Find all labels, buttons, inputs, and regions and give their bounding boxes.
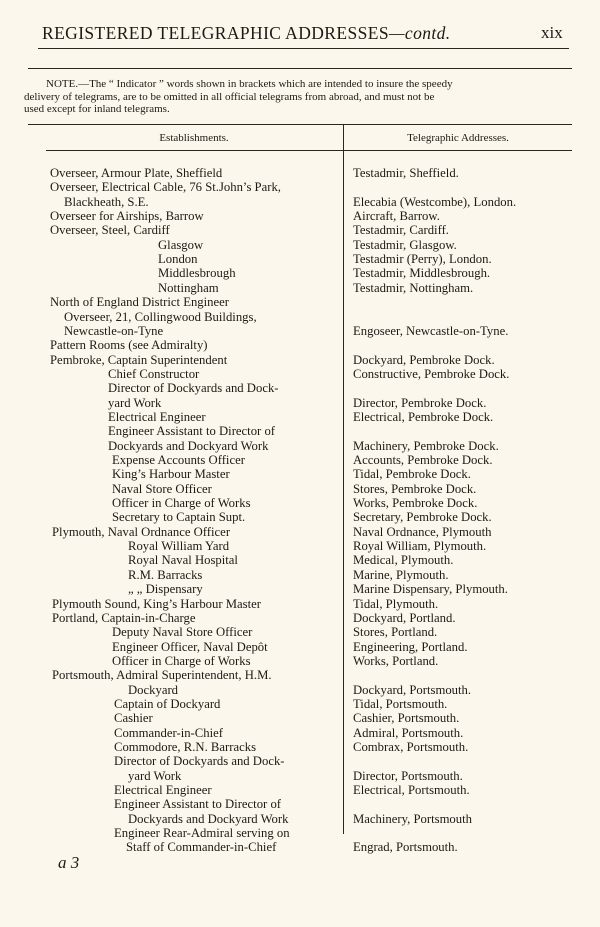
establishment-entry: Overseer for Airships, Barrow — [50, 209, 204, 224]
establishment-entry: North of England District Engineer — [50, 295, 229, 310]
establishment-entry: Engineer Officer, Naval Depôt — [112, 639, 268, 654]
telegraphic-address: Engoseer, Newcastle-on-Tyne. — [353, 323, 509, 338]
establishment-entry: R.M. Barracks — [128, 567, 203, 582]
establishment-entry: Commodore, R.N. Barracks — [114, 740, 257, 754]
establishment-entry: Portsmouth, Admiral Superintendent, H.M. — [52, 668, 272, 683]
telegraphic-address: Aircraft, Barrow. — [353, 209, 440, 224]
establishment-entry: Director of Dockyards and Dock- — [114, 754, 285, 769]
telegraphic-address: Secretary, Pembroke Dock. — [353, 510, 492, 525]
establishment-entry: Captain of Dockyard — [114, 696, 221, 711]
establishment-entry: Royal William Yard — [128, 539, 230, 554]
note-line: NOTE.—The “ Indicator ” words shown in brackets which are intended to insure the speedy — [46, 78, 453, 90]
telegraphic-address: Testadmir, Cardiff. — [353, 223, 449, 238]
establishment-entry: Overseer, 21, Collingwood Buildings, — [64, 309, 257, 324]
telegraphic-address: Tidal, Portsmouth. — [353, 696, 448, 711]
establishment-entry: Overseer, Armour Plate, Sheffield — [50, 166, 223, 180]
telegraphic-address: Machinery, Portsmouth — [353, 811, 472, 826]
establishment-entry: Secretary to Captain Supt. — [112, 510, 246, 525]
column-divider — [343, 124, 344, 834]
establishment-entry: Director of Dockyards and Dock- — [108, 381, 279, 396]
establishment-entry: Electrical Engineer — [114, 783, 212, 798]
header-rule — [38, 48, 569, 49]
telegraphic-address: Tidal, Pembroke Dock. — [353, 467, 471, 482]
establishment-entry: Naval Store Officer — [112, 481, 212, 496]
telegraphic-address: Stores, Portland. — [353, 625, 438, 640]
establishment-entry: Plymouth, Naval Ordnance Officer — [52, 524, 231, 539]
telegraphic-address: Director, Portsmouth. — [353, 768, 463, 783]
telegraphic-address: Testadmir, Glasgow. — [353, 237, 457, 252]
establishment-entry: Dockyard — [128, 682, 179, 697]
telegraphic-address: Works, Portland. — [353, 653, 439, 668]
establishment-entry: Deputy Naval Store Officer — [112, 625, 253, 640]
telegraphic-address: Tidal, Plymouth. — [353, 596, 439, 611]
telegraphic-address: Accounts, Pembroke Dock. — [353, 453, 493, 467]
establishment-entry: Staff of Commander-in-Chief — [126, 840, 277, 855]
telegraphic-address: Machinery, Pembroke Dock. — [353, 438, 499, 453]
telegraphic-address: Electrical, Portsmouth. — [353, 783, 470, 798]
column-header-addresses: Telegraphic Addresses. — [407, 132, 509, 144]
telegraphic-address: Testadmir (Perry), London. — [353, 252, 492, 267]
telegraphic-address: Royal William, Plymouth. — [353, 539, 487, 554]
note-block — [24, 78, 572, 116]
telegraphic-address: Marine, Plymouth. — [353, 567, 449, 582]
telegraphic-address: Engrad, Portsmouth. — [353, 840, 458, 855]
establishment-entry: yard Work — [128, 768, 182, 783]
establishment-entry: London — [158, 252, 198, 267]
telegraphic-address: Testadmir, Nottingham. — [353, 280, 474, 295]
establishment-entry: yard Work — [108, 395, 162, 410]
column-header-establishments: Establishments. — [159, 132, 229, 144]
table-top-rule — [28, 124, 572, 125]
note-line: delivery of telegrams, are to be omitted in all official telegrams from abroad, and must not be — [24, 90, 435, 103]
establishment-entry: Overseer, Electrical Cable, 76 St.John’s Park, — [50, 180, 281, 195]
establishment-entry: „ „ Dispensary — [128, 582, 203, 597]
telegraphic-address: Dockyard, Portsmouth. — [353, 682, 472, 697]
establishment-entry: Expense Accounts Officer — [112, 453, 245, 467]
telegraphic-address: Engineering, Portland. — [353, 639, 468, 654]
establishment-entry: Commander-in-Chief — [114, 725, 223, 740]
establishment-entry: Engineer Rear-Admiral serving on — [114, 826, 290, 841]
establishment-entry: Overseer, Steel, Cardiff — [50, 223, 170, 238]
establishment-entry: Officer in Charge of Works — [112, 496, 251, 511]
telegraphic-address: Admiral, Portsmouth. — [353, 725, 464, 740]
establishment-entry: Plymouth Sound, King’s Harbour Master — [52, 596, 261, 611]
telegraphic-address: Dockyard, Portland. — [353, 610, 456, 625]
establishment-entry: Officer in Charge of Works — [112, 653, 251, 668]
establishment-entry: Electrical Engineer — [108, 409, 206, 424]
establishment-entry: Pembroke, Captain Superintendent — [50, 352, 228, 367]
establishment-entry: Middlesbrough — [158, 266, 236, 281]
page-title: REGISTERED TELEGRAPHIC ADDRESSES—contd. — [42, 23, 451, 43]
telegraphic-address: Testadmir, Middlesbrough. — [353, 266, 491, 281]
telegraphic-address: Testadmir, Sheffield. — [353, 166, 459, 180]
establishment-entry: King’s Harbour Master — [112, 467, 230, 482]
telegraphic-address: Constructive, Pembroke Dock. — [353, 366, 510, 381]
establishment-entry: Portland, Captain-in-Charge — [52, 610, 196, 625]
signature-mark: a 3 — [58, 853, 80, 872]
establishment-entry: Dockyards and Dockyard Work — [128, 811, 289, 826]
establishment-entry: Engineer Assistant to Director of — [114, 797, 282, 812]
title-contd: —contd. — [388, 23, 451, 43]
establishment-entry: Blackheath, S.E. — [64, 194, 149, 209]
telegraphic-address: Marine Dispensary, Plymouth. — [353, 582, 508, 597]
establishment-entry: Dockyards and Dockyard Work — [108, 438, 269, 453]
telegraphic-address: Elecabia (Westcombe), London. — [353, 194, 517, 209]
establishment-entry: Glasgow — [158, 237, 204, 252]
establishment-entry: Cashier — [114, 711, 153, 726]
telegraphic-address: Director, Pembroke Dock. — [353, 395, 487, 410]
note-line: used except for inland telegrams. — [24, 103, 170, 115]
establishment-entry: Chief Constructor — [108, 366, 200, 381]
establishment-entry: Royal Naval Hospital — [128, 553, 238, 568]
telegraphic-address: Stores, Pembroke Dock. — [353, 481, 477, 496]
running-header — [0, 23, 600, 45]
establishment-entry: Pattern Rooms (see Admiralty) — [50, 338, 208, 353]
telegraphic-address: Works, Pembroke Dock. — [353, 496, 478, 511]
telegraphic-address: Dockyard, Pembroke Dock. — [353, 352, 495, 367]
telegraphic-address: Medical, Plymouth. — [353, 553, 454, 568]
page-folio: xix — [541, 23, 563, 42]
establishment-entry: Newcastle-on-Tyne — [64, 323, 164, 338]
note-top-rule — [28, 68, 572, 69]
telegraphic-address: Electrical, Pembroke Dock. — [353, 409, 494, 424]
column-header-rule — [46, 150, 572, 151]
telegraphic-address: Cashier, Portsmouth. — [353, 711, 460, 726]
telegraphic-address: Combrax, Portsmouth. — [353, 740, 469, 754]
telegraphic-address: Naval Ordnance, Plymouth — [353, 524, 492, 539]
establishment-entry: Nottingham — [158, 280, 219, 295]
establishment-entry: Engineer Assistant to Director of — [108, 424, 276, 439]
